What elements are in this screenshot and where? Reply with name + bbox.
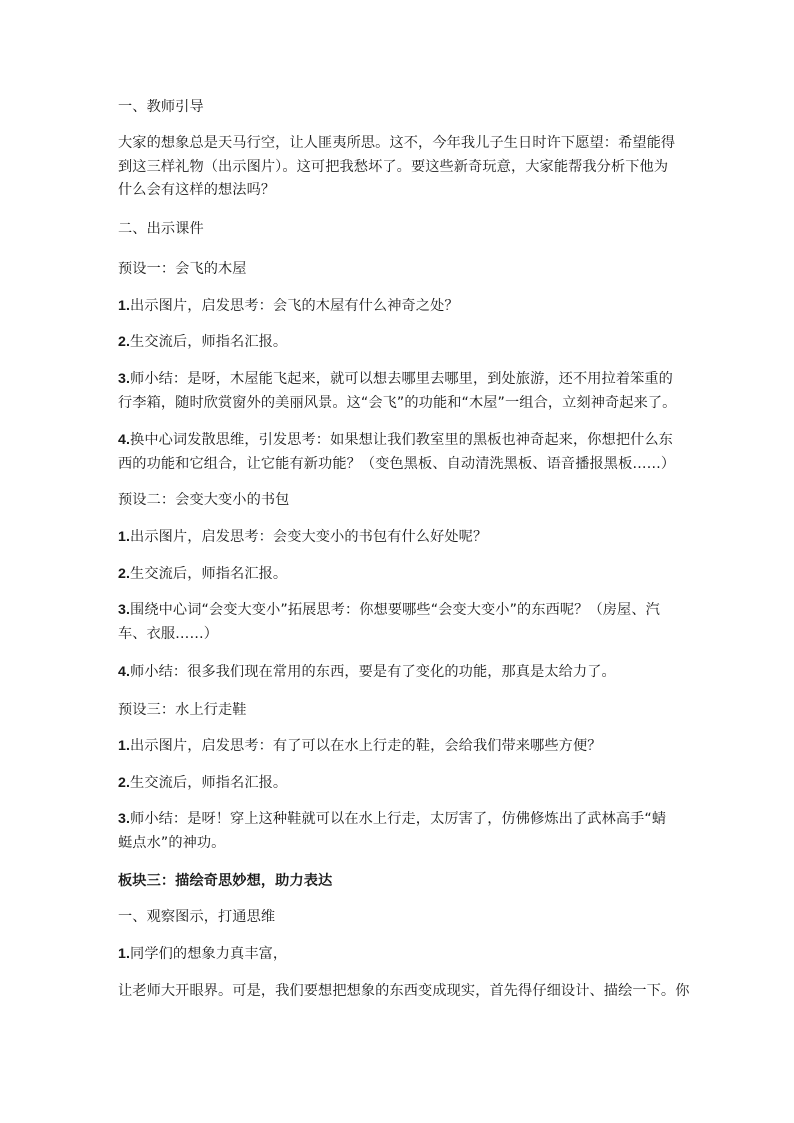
item-number: 1.: [118, 738, 131, 754]
numbered-item: 3.围绕中心词“会变大变小”拓展思考：你想要哪些“会变大变小”的东西呢？（房屋、汽车、衣服……）: [118, 602, 660, 642]
numbered-item: 1.出示图片，启发思考：会变大变小的书包有什么好处呢？: [118, 529, 488, 545]
item-number: 2.: [118, 775, 131, 791]
numbered-item: 2.生交流后，师指名汇报。: [118, 334, 288, 350]
item-number: 3.: [118, 371, 131, 387]
section-heading: 一、教师引导: [118, 99, 204, 115]
preset-heading: 预设二：会变大变小的书包: [118, 492, 290, 508]
item-number: 3.: [118, 602, 131, 618]
numbered-item: 2.生交流后，师指名汇报。: [118, 775, 288, 791]
preset-heading: 预设三：水上行走鞋: [118, 702, 247, 718]
numbered-item: 1.出示图片，启发思考：有了可以在水上行走的鞋，会给我们带来哪些方便？: [118, 738, 602, 754]
item-number: 2.: [118, 566, 131, 582]
numbered-item: 3.师小结：是呀！穿上这种鞋就可以在水上行走，太厉害了，仿佛修炼出了武林高手“蜻蜓点水”的神功。: [118, 811, 667, 851]
numbered-item: 2.生交流后，师指名汇报。: [118, 566, 288, 582]
preset-heading: 预设一：会飞的木屋: [118, 261, 247, 277]
numbered-item: 3.师小结：是呀，木屋能飞起来，就可以想去哪里去哪里，到处旅游，还不用拉着笨重的行李箱，随时欣赏窗外的美丽风景。这“会飞”的功能和“木屋”一组合，立刻神奇起来了。: [118, 371, 677, 411]
body-paragraph: 让老师大开眼界。可是，我们要想把想象的东西变成现实，首先得仔细设计、描绘一下。你: [118, 983, 690, 999]
numbered-item: 4.师小结：很多我们现在常用的东西，要是有了变化的功能，那真是太给力了。: [118, 664, 616, 680]
body-paragraph: 大家的想象总是天马行空，让人匪夷所思。这不，今年我儿子生日时许下愿望：希望能得到这三样礼物（出示图片）。这可把我愁坏了。要这些新奇玩意，大家能帮我分析下他为什么会有这样的想法吗？: [118, 135, 676, 198]
item-number: 1.: [118, 298, 131, 314]
item-number: 3.: [118, 811, 131, 827]
section-heading: 一、观察图示，打通思维: [118, 909, 276, 925]
numbered-item: 4.换中心词发散思维，引发思考：如果想让我们教室里的黑板也神奇起来，你想把什么东西的功能和它组合，让它能有新功能？（变色黑板、自动清洗黑板、语音播报黑板……）: [118, 432, 676, 472]
item-number: 4.: [118, 664, 131, 680]
item-number: 1.: [118, 946, 131, 962]
numbered-item: 1.同学们的想象力真丰富，: [118, 946, 288, 962]
item-number: 1.: [118, 529, 131, 545]
item-number: 2.: [118, 334, 131, 350]
numbered-item: 1.出示图片，启发思考：会飞的木屋有什么神奇之处？: [118, 298, 459, 314]
item-number: 4.: [118, 432, 131, 448]
block-heading: 板块三：描绘奇思妙想，助力表达: [118, 873, 333, 889]
section-heading: 二、出示课件: [118, 221, 204, 237]
